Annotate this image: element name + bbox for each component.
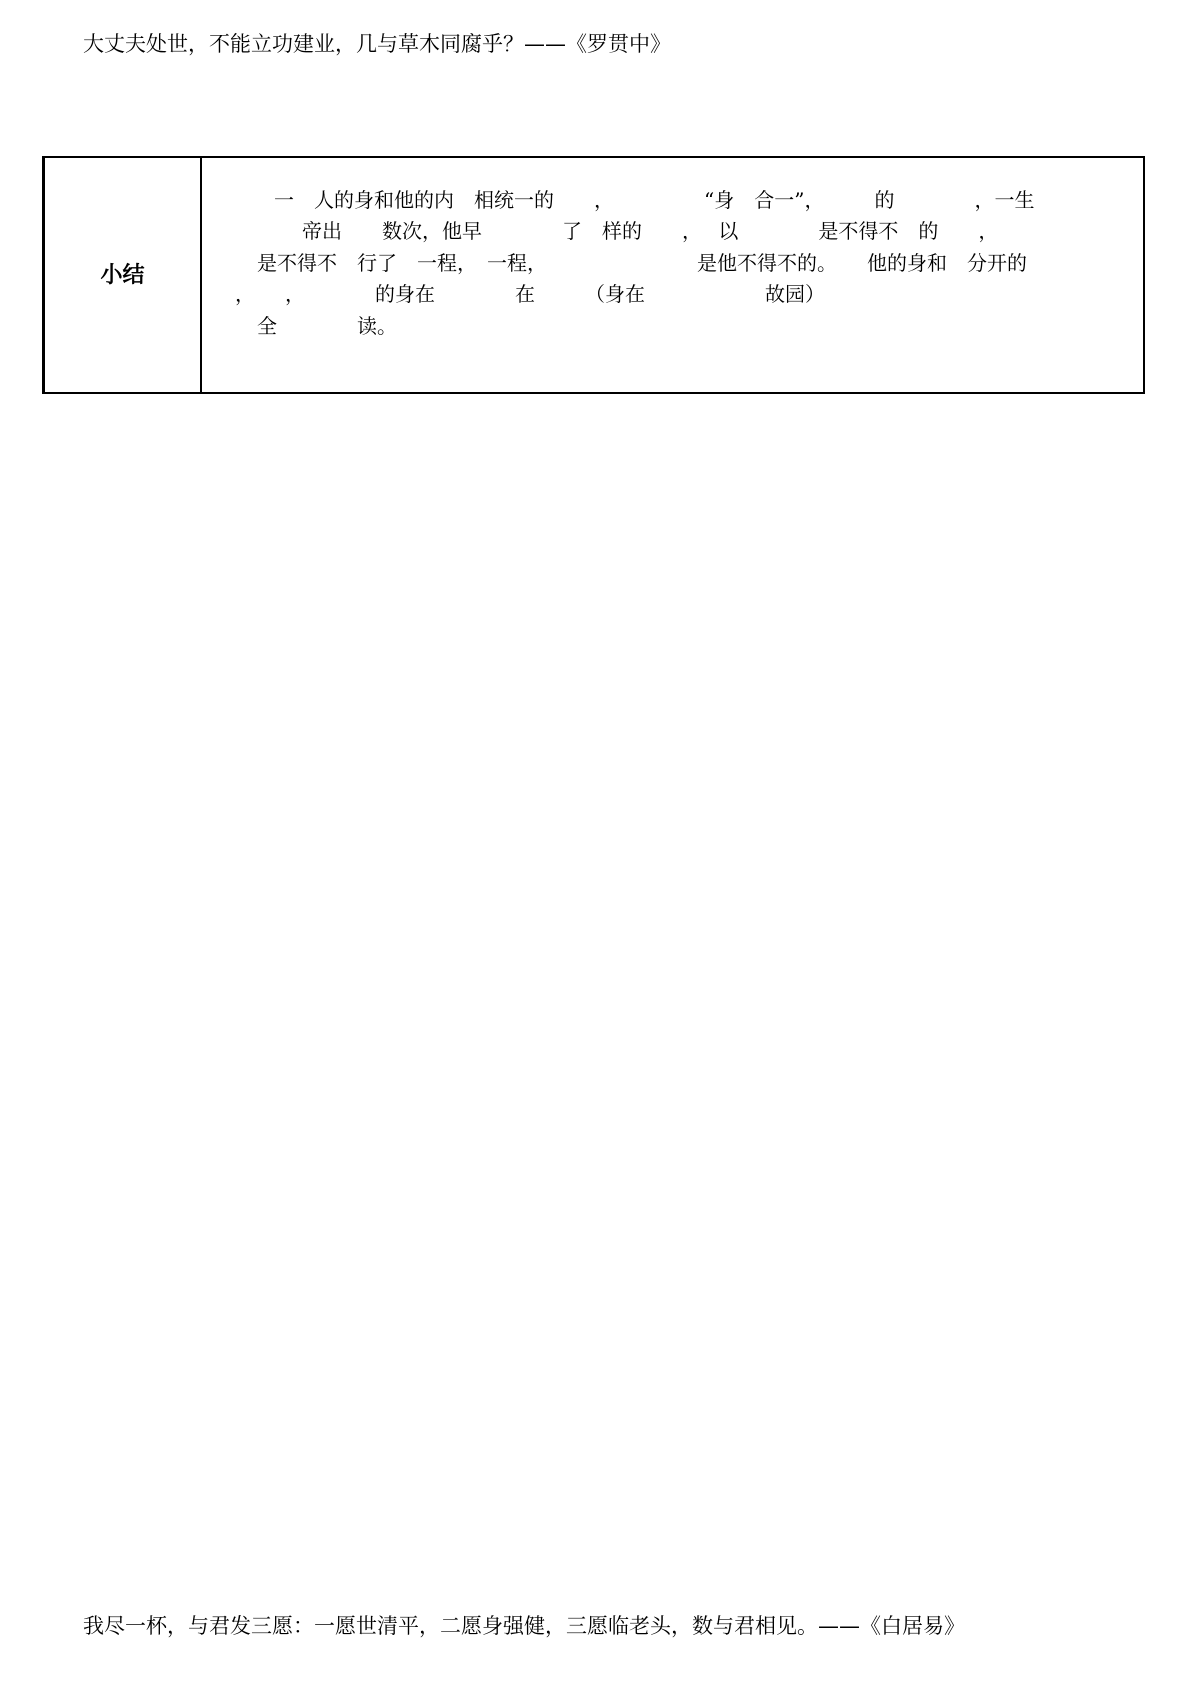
summary-line-2: 帝出 数次，他早 了 样的 ， 以 是不得不 的 ，	[302, 219, 999, 243]
summary-line-1: 一 人的身和他的内 相统一的 ， “身 合一”， 的 ，一生	[274, 188, 1035, 212]
header-quote: 大丈夫处世，不能立功建业，几与草木同腐乎？——《罗贯中》	[83, 32, 671, 56]
summary-line-3: 是不得不 行了 一程， 一程， 是他不得不的。 他的身和 分开的	[257, 251, 1027, 275]
summary-table	[42, 156, 1145, 394]
summary-content-cell	[201, 157, 1144, 393]
summary-label-cell	[44, 157, 202, 393]
summary-text	[202, 158, 1143, 392]
summary-line-5: 全 读。	[257, 314, 397, 338]
summary-line-4: ， ， 的身在 在 （身在 故园）	[235, 282, 825, 306]
footer-quote: 我尽一杯，与君发三愿：一愿世清平，二愿身强健，三愿临老头，数与君相见。——《白居易》	[83, 1614, 965, 1638]
summary-label: 小结	[100, 263, 145, 288]
summary-row	[44, 157, 1145, 393]
